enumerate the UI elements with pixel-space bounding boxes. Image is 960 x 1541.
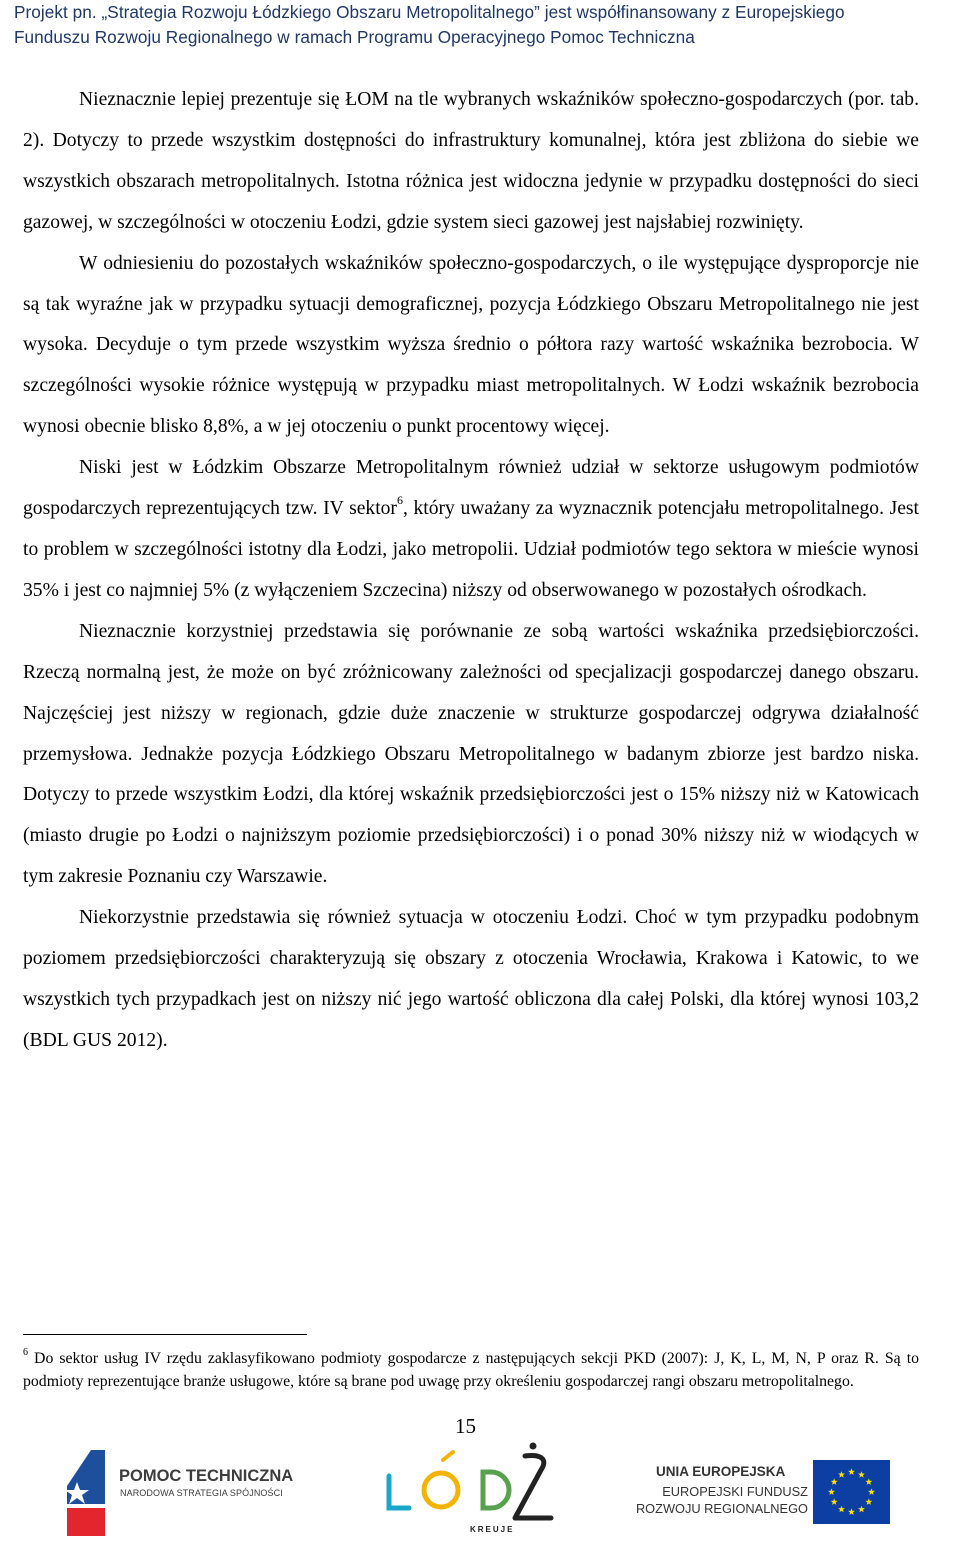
pomoc-techniczna-subtitle: NARODOWA STRATEGIA SPÓJNOŚCI bbox=[120, 1488, 283, 1498]
footnote bbox=[23, 1348, 919, 1393]
footer-logos bbox=[0, 1440, 960, 1541]
footnote-reference[interactable]: 6 bbox=[396, 492, 403, 507]
body-text bbox=[23, 80, 919, 1062]
star-flag-icon bbox=[63, 1446, 113, 1538]
footnote-text: Do sektor usług IV rzędu zaklasyfikowano podmioty gospodarcze z następujących sekcji PKD (2007): J, K, L, M, N, P oraz R. Są to podmioty reprezentujące branże usługowe, które są brane pod uwagę przy określeniu gospodarczej rangi obszaru metropolitalnego. bbox=[23, 1350, 919, 1390]
paragraph-4: Nieznacznie korzystniej przedstawia się porównanie ze sobą wartości wskaźnika przedsiębiorczości. Rzeczą normalną jest, że może on być zróżnicowany zależności od specjalizacji gospodarczej danego obszaru. Najczęściej jest niższy w regionach, gdzie duże znaczenie w strukturze gospodarczej odgrywa działalność przemysłowa. Jednakże pozycja Łódzkiego Obszaru Metropolitalnego w badanym zbiorze jest bardzo niska. Dotyczy to przede wszystkim Łodzi, dla której wskaźnik przedsiębiorczości jest o 15% niższy niż w Katowicach (miasto drugie po Łodzi o najniższym poziomie przedsiębiorczości) i o ponad 30% niższy niż w wiodących w tym zakresie Poznaniu czy Warszawie. bbox=[23, 620, 919, 888]
lodz-logo bbox=[383, 1442, 573, 1540]
header-line-2: Funduszu Rozwoju Regionalnego w ramach Programu Operacyjnego Pomoc Techniczna bbox=[14, 27, 695, 47]
lodz-logo-icon bbox=[383, 1442, 573, 1527]
eu-logo bbox=[618, 1460, 918, 1540]
page-header bbox=[0, 0, 960, 58]
page-number: 15 bbox=[455, 1414, 476, 1438]
paragraph-2: W odniesieniu do pozostałych wskaźników społeczno-gospodarczych, o ile występujące dysproporcje nie są tak wyraźne jak w przypadku sytuacji demograficznej, pozycja Łódzkiego Obszaru Metropolitalnego nie jest wysoka. Decyduje o tym przede wszystkim wyższa średnio o półtora razy wartość wskaźnika bezrobocia. W szczególności wysokie różnice występują w przypadku miast metropolitalnych. W Łodzi wskaźnik bezrobocia wynosi obecnie blisko 8,8%, a w jej otoczeniu o punkt procentowy więcej. bbox=[23, 252, 919, 438]
eu-fund-line-2: ROZWOJU REGIONALNEGO bbox=[635, 1501, 808, 1516]
paragraph-5: Niekorzystnie przedstawia się również sytuacja w otoczeniu Łodzi. Choć w tym przypadku podobnym poziomem przedsiębiorczości charakteryzują się obszary z otoczenia Wrocławia, Krakowa i Katowic, to we wszystkich tych przypadkach jest on niższy nić jego wartość obliczona dla całej Polski, dla której wynosi 103,2 (BDL GUS 2012). bbox=[23, 907, 919, 1051]
footnote-number: 6 bbox=[23, 1346, 28, 1358]
header-line-1: Projekt pn. „Strategia Rozwoju Łódzkiego Obszaru Metropolitalnego” jest współfinansowany z Europejskiego bbox=[14, 2, 845, 22]
eu-title: UNIA EUROPEJSKA bbox=[656, 1464, 786, 1479]
lodz-caption: KREUJE bbox=[470, 1525, 515, 1534]
paragraph-3-part-2: , który uważany za wyznacznik potencjału metropolitalnego. Jest to problem w szczególności istotny dla Łodzi, jako metropolii. Udział podmiotów tego sektora w mieście wynosi 35% i jest co najmniej 5% (z wyłączeniem Szczecina) niższy od obserwowanego w pozostałych ośrodkach. bbox=[23, 498, 919, 601]
pomoc-techniczna-logo bbox=[63, 1446, 303, 1538]
eu-flag-icon bbox=[813, 1460, 890, 1524]
paragraph-3 bbox=[23, 448, 919, 612]
paragraph-1: Nieznacznie lepiej prezentuje się ŁOM na tle wybranych wskaźników społeczno-gospodarczych (por. tab. 2). Dotyczy to przede wszystkim dostępności do infrastruktury komunalnej, która jest zbliżona do siebie we wszystkich obszarach metropolitalnych. Istotna różnica jest widoczna jedynie w przypadku dostępności do sieci gazowej, w szczególności w otoczeniu Łodzi, gdzie system sieci gazowej jest najsłabiej rozwinięty. bbox=[23, 89, 919, 233]
eu-fund-line-1: EUROPEJSKI FUNDUSZ bbox=[662, 1484, 808, 1499]
pomoc-techniczna-title: POMOC TECHNICZNA bbox=[119, 1467, 294, 1485]
footnote-divider bbox=[23, 1334, 307, 1335]
paragraph-3-part-1: Niski jest w Łódzkim Obszarze Metropolitalnym również udział w sektorze usługowym podmiotów gospodarczych reprezentujących tzw. IV sektor bbox=[23, 457, 919, 520]
